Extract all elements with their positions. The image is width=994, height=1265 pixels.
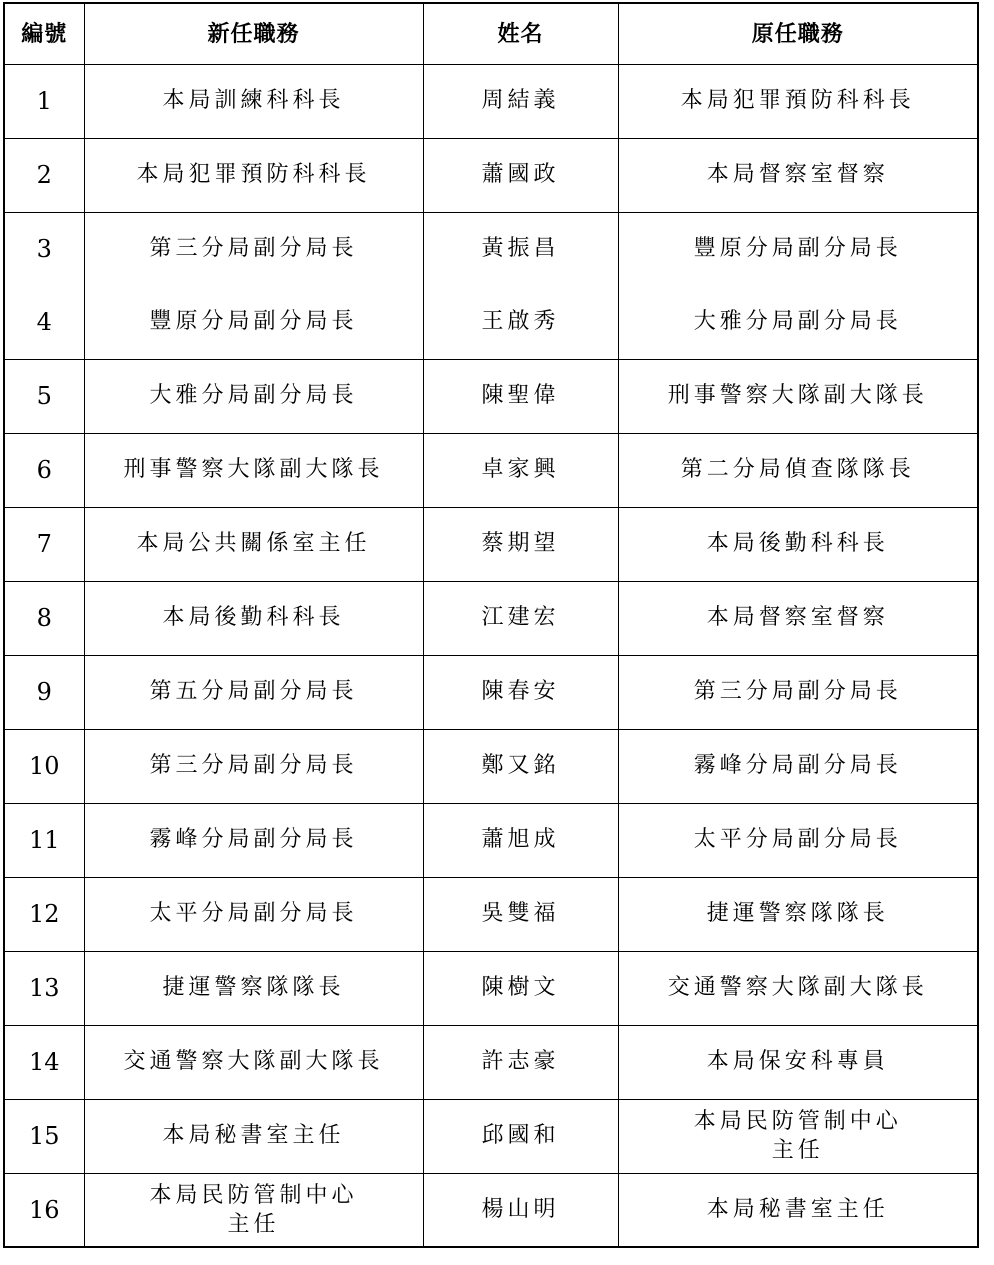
row-old-post: 本局保安科專員: [618, 1026, 977, 1100]
row-no: 4: [5, 286, 84, 360]
header-old-post: 原任職務: [618, 4, 977, 65]
row-no: 6: [5, 434, 84, 508]
row-new-post: 本局訓練科科長: [84, 65, 423, 139]
old-post-line-1: 本局民防管制中心: [693, 1108, 902, 1134]
row-new-post: 本局犯罪預防科科長: [84, 139, 423, 213]
table-row: [5, 952, 977, 1026]
row-new-post: 豐原分局副分局長: [84, 286, 423, 360]
row-name: 邱國和: [423, 1100, 618, 1174]
row-name: 周結義: [423, 65, 618, 139]
table-row: [5, 65, 977, 139]
old-post-line-2: 主任: [771, 1137, 824, 1163]
table-row: [5, 730, 977, 804]
table-row: [5, 286, 977, 360]
row-new-post: 本局公共關係室主任: [84, 508, 423, 582]
row-new-post: 交通警察大隊副大隊長: [84, 1026, 423, 1100]
row-no: 14: [5, 1026, 84, 1100]
row-no: 16: [5, 1174, 84, 1248]
row-new-post: 本局後勤科科長: [84, 582, 423, 656]
row-old-post: 交通警察大隊副大隊長: [618, 952, 977, 1026]
table-row: [5, 656, 977, 730]
row-old-post: 本局後勤科科長: [618, 508, 977, 582]
header-name: 姓名: [423, 4, 618, 65]
row-name: 陳樹文: [423, 952, 618, 1026]
row-name: 許志豪: [423, 1026, 618, 1100]
row-name: 蕭國政: [423, 139, 618, 213]
table-row: [5, 1026, 977, 1100]
row-old-post: 第三分局副分局長: [618, 656, 977, 730]
row-new-post: 第三分局副分局長: [84, 730, 423, 804]
row-no: 12: [5, 878, 84, 952]
row-no: 11: [5, 804, 84, 878]
row-name: 吳雙福: [423, 878, 618, 952]
row-no: 9: [5, 656, 84, 730]
row-old-post: 刑事警察大隊副大隊長: [618, 360, 977, 434]
row-name: 蔡期望: [423, 508, 618, 582]
row-old-post: 豐原分局副分局長: [618, 213, 977, 287]
personnel-reassignment-table: [5, 4, 977, 1247]
row-new-post: 太平分局副分局長: [84, 878, 423, 952]
row-no: 8: [5, 582, 84, 656]
row-new-post: [84, 1174, 423, 1248]
row-old-post: 第二分局偵查隊隊長: [618, 434, 977, 508]
row-no: 1: [5, 65, 84, 139]
row-old-post: 大雅分局副分局長: [618, 286, 977, 360]
table-row: [5, 878, 977, 952]
row-new-post: 第五分局副分局長: [84, 656, 423, 730]
table-row: [5, 1100, 977, 1174]
row-new-post: 捷運警察隊隊長: [84, 952, 423, 1026]
new-post-line-2: 主任: [227, 1211, 280, 1237]
row-name: 楊山明: [423, 1174, 618, 1248]
header-no: 編號: [5, 4, 84, 65]
row-name: 陳春安: [423, 656, 618, 730]
row-new-post: 大雅分局副分局長: [84, 360, 423, 434]
row-new-post: 本局秘書室主任: [84, 1100, 423, 1174]
row-new-post: 第三分局副分局長: [84, 213, 423, 287]
row-name: 王啟秀: [423, 286, 618, 360]
personnel-table-container: [3, 2, 979, 1248]
row-old-post: 捷運警察隊隊長: [618, 878, 977, 952]
row-name: 江建宏: [423, 582, 618, 656]
row-no: 2: [5, 139, 84, 213]
row-old-post: 太平分局副分局長: [618, 804, 977, 878]
table-row: [5, 582, 977, 656]
table-row: [5, 360, 977, 434]
row-no: 10: [5, 730, 84, 804]
row-no: 5: [5, 360, 84, 434]
row-old-post: [618, 1100, 977, 1174]
row-name: 黃振昌: [423, 213, 618, 287]
table-row: [5, 1174, 977, 1248]
row-name: 蕭旭成: [423, 804, 618, 878]
table-row: [5, 508, 977, 582]
row-new-post: 霧峰分局副分局長: [84, 804, 423, 878]
row-name: 鄭又銘: [423, 730, 618, 804]
row-name: 陳聖偉: [423, 360, 618, 434]
row-new-post: 刑事警察大隊副大隊長: [84, 434, 423, 508]
row-old-post: 霧峰分局副分局長: [618, 730, 977, 804]
row-name: 卓家興: [423, 434, 618, 508]
new-post-line-1: 本局民防管制中心: [149, 1182, 358, 1208]
header-row: [5, 4, 977, 65]
row-old-post: 本局秘書室主任: [618, 1174, 977, 1248]
row-no: 7: [5, 508, 84, 582]
row-old-post: 本局督察室督察: [618, 582, 977, 656]
table-row: [5, 434, 977, 508]
row-no: 13: [5, 952, 84, 1026]
row-old-post: 本局督察室督察: [618, 139, 977, 213]
table-row: [5, 213, 977, 287]
row-no: 15: [5, 1100, 84, 1174]
table-row: [5, 804, 977, 878]
row-no: 3: [5, 213, 84, 287]
header-new-post: 新任職務: [84, 4, 423, 65]
row-old-post: 本局犯罪預防科科長: [618, 65, 977, 139]
table-row: [5, 139, 977, 213]
